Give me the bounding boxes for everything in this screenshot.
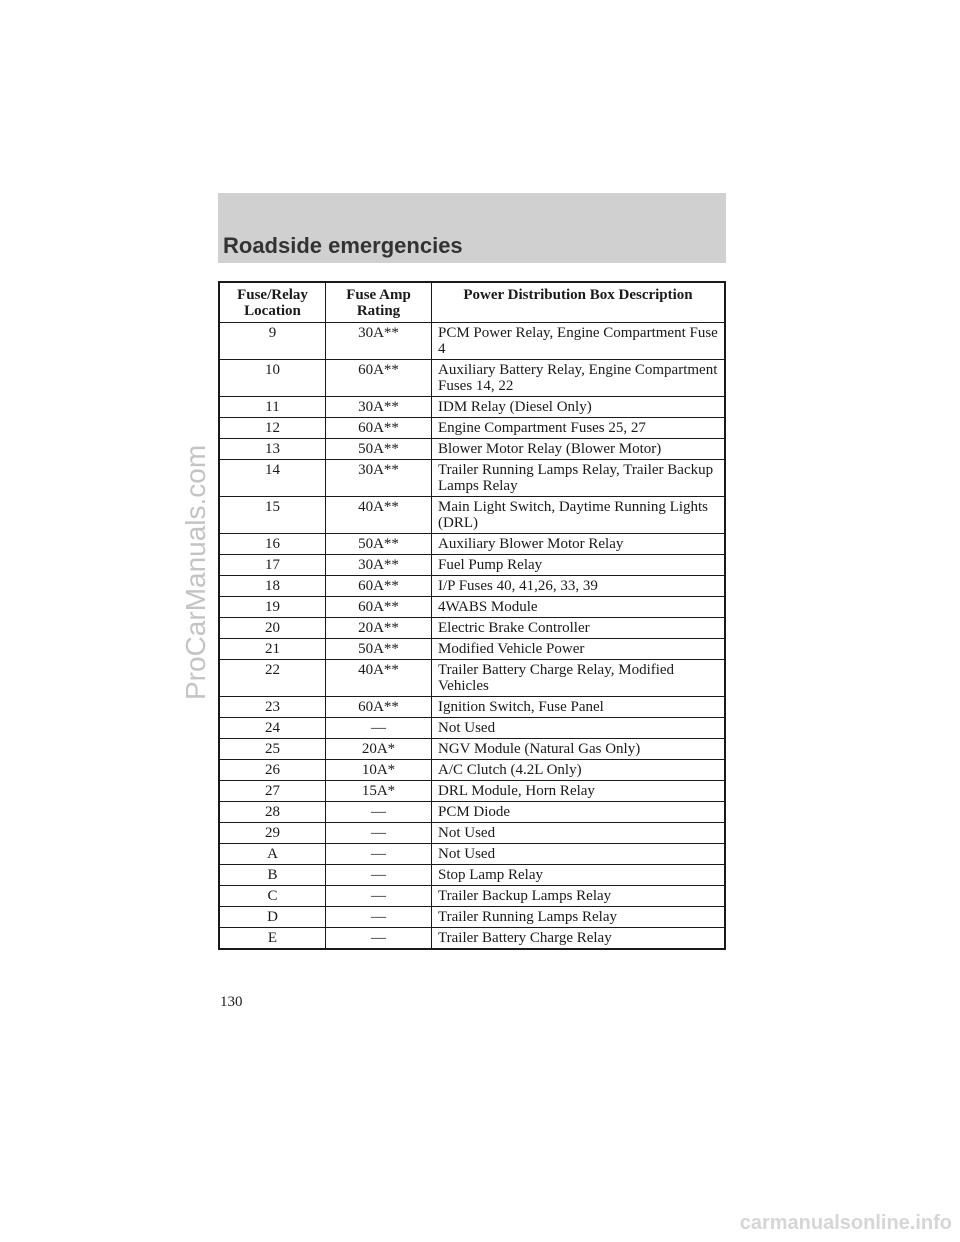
fuse-description-cell: A/C Clutch (4.2L Only) (432, 760, 726, 781)
fuse-location-cell: 19 (219, 597, 326, 618)
table-row (219, 323, 725, 360)
fuse-description-cell: Not Used (432, 844, 726, 865)
fuse-location-cell: 9 (219, 323, 326, 360)
table-row (219, 397, 725, 418)
fuse-location-cell: 23 (219, 697, 326, 718)
fuse-location-cell: 15 (219, 497, 326, 534)
fuse-amp-cell: 30A** (326, 555, 432, 576)
fuse-description-cell: Trailer Running Lamps Relay, Trailer Backup Lamps Relay (432, 460, 726, 497)
table-row (219, 360, 725, 397)
table-row (219, 555, 725, 576)
fuse-location-cell: 29 (219, 823, 326, 844)
table-row (219, 660, 725, 697)
fuse-description-cell: Not Used (432, 718, 726, 739)
fuse-description-cell: Not Used (432, 823, 726, 844)
fuse-description-cell: Auxiliary Blower Motor Relay (432, 534, 726, 555)
fuse-location-cell: B (219, 865, 326, 886)
fuse-location-cell: 25 (219, 739, 326, 760)
table-row (219, 865, 725, 886)
fuse-location-cell: 27 (219, 781, 326, 802)
fuse-location-cell: 12 (219, 418, 326, 439)
fuse-location-cell: 16 (219, 534, 326, 555)
fuse-amp-cell: 30A** (326, 323, 432, 360)
fuse-description-cell: I/P Fuses 40, 41,26, 33, 39 (432, 576, 726, 597)
fuse-location-cell: 17 (219, 555, 326, 576)
fuse-location-cell: 22 (219, 660, 326, 697)
fuse-location-cell: 21 (219, 639, 326, 660)
fuse-amp-cell: 60A** (326, 697, 432, 718)
table-row (219, 718, 725, 739)
fuse-amp-cell: 60A** (326, 418, 432, 439)
fuse-amp-cell: 40A** (326, 660, 432, 697)
fuse-description-cell: Auxiliary Battery Relay, Engine Compartment Fuses 14, 22 (432, 360, 726, 397)
fuse-amp-cell: 60A** (326, 597, 432, 618)
column-header-location: Fuse/Relay Location (219, 282, 326, 323)
table-row (219, 460, 725, 497)
fuse-description-cell: Trailer Running Lamps Relay (432, 907, 726, 928)
table-header-row (219, 282, 725, 323)
fuse-location-cell: E (219, 928, 326, 950)
fuse-description-cell: IDM Relay (Diesel Only) (432, 397, 726, 418)
table-row (219, 886, 725, 907)
fuse-description-cell: Modified Vehicle Power (432, 639, 726, 660)
fuse-description-cell: Ignition Switch, Fuse Panel (432, 697, 726, 718)
fuse-location-cell: 13 (219, 439, 326, 460)
table-row (219, 928, 725, 950)
fuse-amp-cell: 50A** (326, 639, 432, 660)
fuse-description-cell: Trailer Battery Charge Relay, Modified Vehicles (432, 660, 726, 697)
table-row (219, 576, 725, 597)
fuse-amp-cell: 10A* (326, 760, 432, 781)
fuse-location-cell: 18 (219, 576, 326, 597)
fuse-location-cell: 20 (219, 618, 326, 639)
fuse-amp-cell: — (326, 865, 432, 886)
fuse-amp-cell: 20A** (326, 618, 432, 639)
table-row (219, 907, 725, 928)
fuse-description-cell: Engine Compartment Fuses 25, 27 (432, 418, 726, 439)
fuse-amp-cell: — (326, 844, 432, 865)
fuse-description-cell: PCM Diode (432, 802, 726, 823)
table-row (219, 781, 725, 802)
section-title: Roadside emergencies (223, 233, 463, 258)
side-watermark: ProCarManuals.com (180, 444, 211, 700)
column-header-amp-rating: Fuse Amp Rating (326, 282, 432, 323)
fuse-description-cell: 4WABS Module (432, 597, 726, 618)
fuse-location-cell: 28 (219, 802, 326, 823)
fuse-description-cell: Stop Lamp Relay (432, 865, 726, 886)
table-row (219, 497, 725, 534)
bottom-watermark: carmanualsonline.info (739, 1212, 952, 1234)
fuse-amp-cell: 15A* (326, 781, 432, 802)
fuse-amp-cell: 50A** (326, 534, 432, 555)
table-row (219, 739, 725, 760)
table-row (219, 418, 725, 439)
fuse-location-cell: 10 (219, 360, 326, 397)
fuse-location-cell: D (219, 907, 326, 928)
fuse-location-cell: 24 (219, 718, 326, 739)
fuse-location-cell: A (219, 844, 326, 865)
fuse-description-cell: DRL Module, Horn Relay (432, 781, 726, 802)
fuse-amp-cell: — (326, 823, 432, 844)
fuse-amp-cell: — (326, 718, 432, 739)
fuse-amp-cell: 30A** (326, 397, 432, 418)
fuse-amp-cell: 60A** (326, 360, 432, 397)
page-number: 130 (220, 994, 243, 1010)
table-row (219, 697, 725, 718)
fuse-location-cell: C (219, 886, 326, 907)
fuse-location-cell: 11 (219, 397, 326, 418)
fuse-amp-cell: 50A** (326, 439, 432, 460)
fuse-table (218, 281, 726, 950)
fuse-amp-cell: 60A** (326, 576, 432, 597)
table-row (219, 823, 725, 844)
table-row (219, 618, 725, 639)
fuse-amp-cell: — (326, 886, 432, 907)
table-row (219, 760, 725, 781)
table-row (219, 439, 725, 460)
column-header-description: Power Distribution Box Description (432, 282, 726, 323)
table-body (219, 323, 725, 950)
fuse-description-cell: Blower Motor Relay (Blower Motor) (432, 439, 726, 460)
fuse-description-cell: Trailer Backup Lamps Relay (432, 886, 726, 907)
fuse-description-cell: NGV Module (Natural Gas Only) (432, 739, 726, 760)
fuse-location-cell: 14 (219, 460, 326, 497)
table-row (219, 597, 725, 618)
fuse-amp-cell: — (326, 907, 432, 928)
fuse-description-cell: Main Light Switch, Daytime Running Lights (DRL) (432, 497, 726, 534)
fuse-amp-cell: 40A** (326, 497, 432, 534)
fuse-amp-cell: 30A** (326, 460, 432, 497)
fuse-description-cell: Fuel Pump Relay (432, 555, 726, 576)
fuse-description-cell: PCM Power Relay, Engine Compartment Fuse 4 (432, 323, 726, 360)
fuse-amp-cell: — (326, 802, 432, 823)
fuse-amp-cell: — (326, 928, 432, 950)
fuse-amp-cell: 20A* (326, 739, 432, 760)
table-row (219, 534, 725, 555)
fuse-description-cell: Electric Brake Controller (432, 618, 726, 639)
fuse-location-cell: 26 (219, 760, 326, 781)
table-row (219, 844, 725, 865)
table-row (219, 639, 725, 660)
table-row (219, 802, 725, 823)
fuse-description-cell: Trailer Battery Charge Relay (432, 928, 726, 950)
